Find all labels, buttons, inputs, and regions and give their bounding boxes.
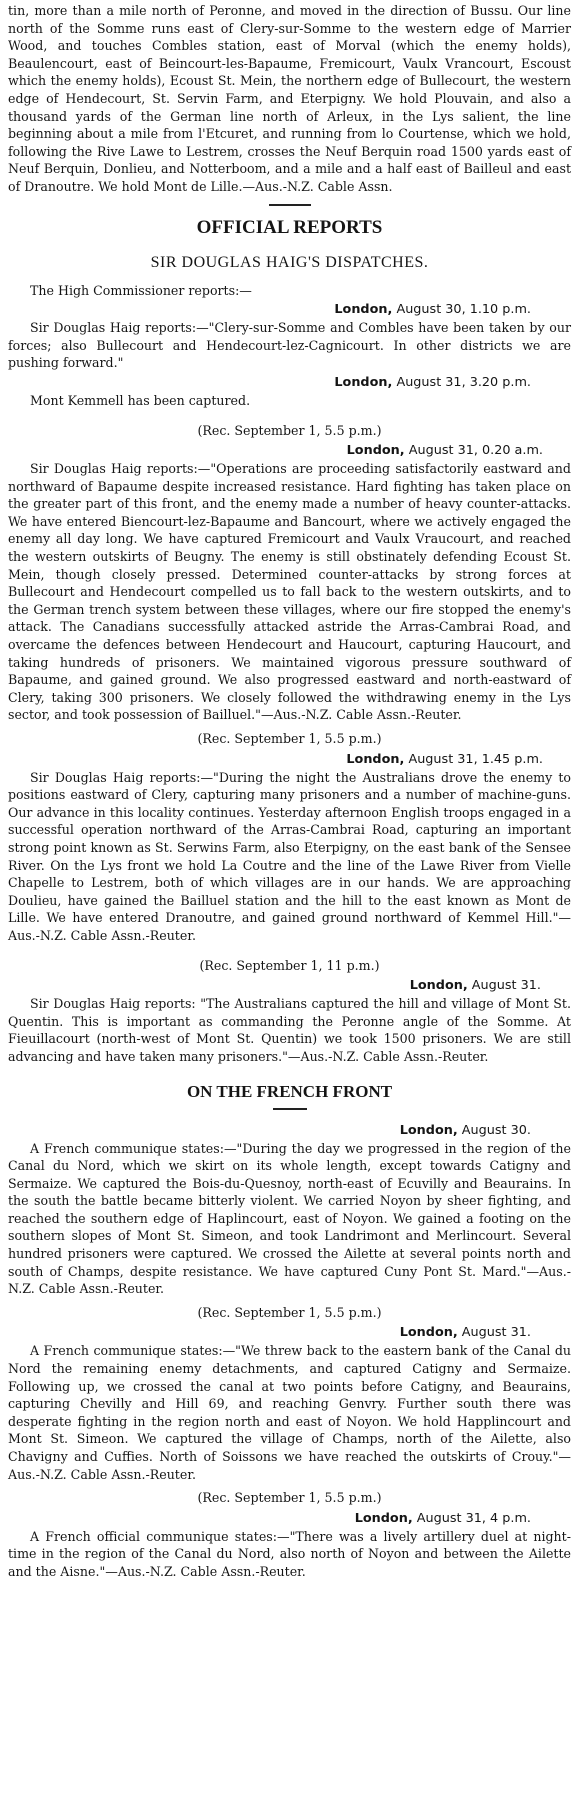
received-note: (Rec. September 1, 5.5 p.m.) (197, 422, 382, 438)
section-heading-french-front: ON THE FRENCH FRONT (186, 1081, 393, 1101)
dateline: London, August 31, 0.20 a.m. (346, 443, 543, 459)
dateline: London, August 31, 3.20 p.m. (334, 374, 531, 390)
received-note: (Rec. September 1, 5.5 p.m.) (197, 1490, 382, 1506)
dispatch-paragraph: Sir Douglas Haig reports:—"Clery-sur-Somme and Combles have been taken by our forces; also Bullecourt and Hendecourt-lez-Cagnicourt. In other districts we are pushing forward." (8, 320, 571, 371)
communique-paragraph: A French official communique states:—"There was a lively artillery duel at night-time in the region of the Canal du Nord, also north of Noyon and between the Ailette and the Aisne."—Aus.-N.Z. Cable Assn.-Reuter. (8, 1528, 571, 1579)
communique-paragraph: A French communique states:—"We threw back to the eastern bank of the Canal du Nord the remaining enemy detachments, and captured Catigny and Sermaize. Following up, we crossed the canal at two points before Catigny, and Beaurains, capturing Chevilly and Hill 69, and reaching Genvry. Further south there was desperate fighting in the region north and east of Noyon. We hold Happlincourt and Mont St. Simeon. We captured the village of Champs, north of the Ailette, also Chavigny and Cuffies. North of Soissons we have reached the outskirts of Crouy."—Aus.-N.Z. Cable Assn.-Reuter. (8, 1343, 571, 1482)
dateline: London, August 31, 4 p.m. (354, 1510, 531, 1526)
dateline: London, August 31, 1.45 p.m. (346, 751, 543, 767)
received-note: (Rec. September 1, 5.5 p.m.) (197, 1304, 382, 1320)
section-divider (273, 1108, 307, 1110)
received-note: (Rec. September 1, 11 p.m.) (199, 957, 380, 973)
lead-paragraph: The High Commissioner reports:— (30, 282, 252, 298)
section-divider (269, 204, 311, 206)
dateline: London, August 31. (399, 1325, 531, 1341)
received-note: (Rec. September 1, 5.5 p.m.) (197, 731, 382, 746)
dateline: London, August 30, 1.10 p.m. (334, 302, 531, 318)
intro-paragraph: tin, more than a mile north of Peronne, and moved in the direction of Bussu. Our line north of the Somme runs east of Clery-sur-Somme to the western edge of Marrier Wood, and touches Combles station, east of Morval (which the enemy holds), Beaulencourt, east of Beincourt-les-Bapaume, Fremicourt, Vaulx Vrancourt, Escoust which the enemy holds), Ecoust St. Mein, the northern edge of Bullecourt, the western edge of Hendecourt, St. Servin Farm, and Eterpigny. We hold Plouvain, and also a thousand yards of the German line north of Arleux, in the Lys salient, the line beginning about a mile from l'Etcuret, and running from lo Courtense, which we hold, following the Rive Lawe to Lestrem, crosses the Neuf Berquin road 1500 yards east of Neuf Berquin, Donlieu, and Notterboom, and a mile and a half east of Bailleul and east of Dranoutre. We hold Mont de Lille.—Aus.-N.Z. Cable Assn. (8, 3, 571, 194)
dispatch-paragraph: Sir Douglas Haig reports:—"During the night the Australians drove the enemy to positions eastward of Clery, capturing many prisoners and a number of machine-guns. Our advance in this locality continues. Yesterday afternoon English troops engaged in a successful operation northward of the Arras-Cambrai Road, capturing an important strong point known as St. Serwins Farm, also Eterpigny, on the east bank of the Sensee River. On the Lys front we hold La Coutre and the line of the Lawe River from Vielle Chapelle to Lestrem, both of which villages are in our hands. We are approaching Doulieu, have gained the Bailluel station and the hill to the east known as Mont de Lille. We have entered Dranoutre, and gained ground northward of Kemmel Hill."—Aus.-N.Z. Cable Assn.-Reuter. (8, 769, 571, 943)
communique-paragraph: A French communique states:—"During the day we progressed in the region of the Canal du Nord, which we skirt on its whole length, except towards Catigny and Sermaize. We captured the Bois-du-Quesnoy, north-east of Ecuvilly and Beaurains. In the south the battle became bitterly violent. We carried Noyon by sheer fighting, and reached the southern edge of Haplincourt, east of Noyon. We gained a footing on the southern slopes of Mont St. Simeon, and took Landrimont and Merlincourt. Several hundred prisoners were captured. We crossed the Ailette at several points north and south of Champs, despite resistance. We have captured Cuny Pont St. Mard."—Aus.-N.Z. Cable Assn.-Reuter. (8, 1140, 571, 1297)
dispatch-paragraph: Sir Douglas Haig reports: "The Australians captured the hill and village of Mont St. Quentin. This is important as commanding the Peronne angle of the Somme. At Fieuillacourt (north-west of Mont St. Quentin) we took 1500 prisoners. We are still advancing and have taken many prisoners."—Aus.-N.Z. Cable Assn.-Reuter. (8, 996, 571, 1064)
dispatch-paragraph: Mont Kemmell has been captured. (30, 392, 251, 408)
dispatch-paragraph: Sir Douglas Haig reports:—"Operations are proceeding satisfactorily eastward and northward of Bapaume despite increased resistance. Hard fighting has taken place on the greater part of this front, and the enemy made a number of heavy counter-attacks. We have entered Biencourt-lez-Bapaume and Bancourt, where we actively engaged the enemy all day long. We have captured Fremicourt and Vaulx Vraucourt, and reached the western outskirts of Beugny. The enemy is still obstinately defending Ecoust St. Mein, though closely pressed. Determined counter-attacks by strong forces at Bullecourt and Hendecourt compelled us to fall back to the western outskirts, and to the German trench system between these villages, where our fire stopped the enemy's attack. The Canadians successfully attacked astride the Arras-Cambrai Road, and overcame the defences between Hendecourt and Haucourt, capturing Haucourt, and taking hundreds of prisoners. We maintained vigorous pressure southward of Bapaume, and gained ground. We also progressed eastward and north-eastward of Clery, taking 300 prisoners. We closely followed the withdrawing enemy in the Lys sector, and took possession of Bailluel."—Aus.-N.Z. Cable Assn.-Reuter. (8, 461, 571, 723)
dateline: London, August 30. (399, 1122, 531, 1138)
subheading-haig-dispatches: SIR DOUGLAS HAIG'S DISPATCHES. (150, 253, 429, 271)
section-heading-official-reports: OFFICIAL REPORTS (196, 216, 383, 238)
dateline: London, August 31. (409, 978, 541, 994)
